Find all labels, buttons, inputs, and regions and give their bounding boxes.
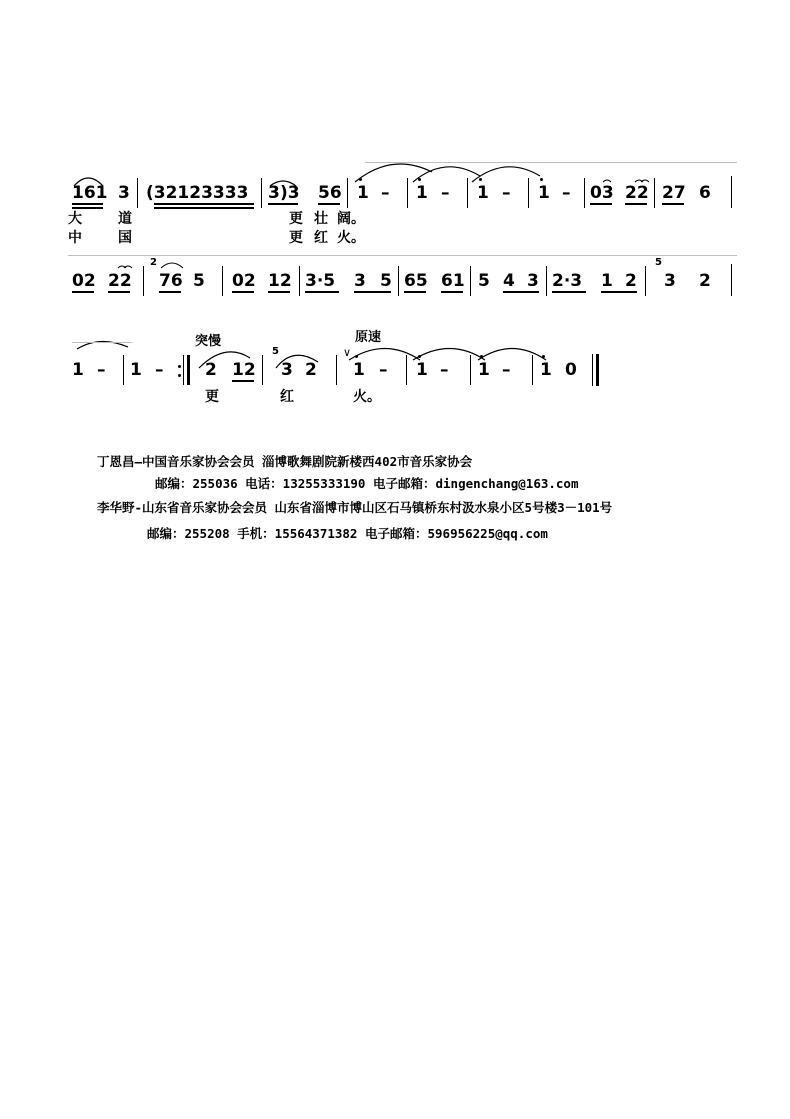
barline (261, 178, 262, 208)
barline (299, 266, 300, 296)
note: 2 (205, 360, 217, 380)
lyric: 壮 (314, 211, 328, 227)
note: 6 (699, 183, 711, 203)
tie-small (118, 266, 126, 268)
dash: – (440, 360, 449, 380)
note-group: 3·5 (305, 271, 336, 291)
lyric: 红 (280, 389, 294, 405)
grace-note: 5 (655, 257, 662, 268)
slur (161, 263, 183, 268)
dash: – (155, 360, 164, 380)
dash: – (441, 183, 450, 203)
barline (143, 266, 144, 296)
note-group: 22 (625, 183, 649, 203)
barline (262, 355, 263, 385)
note-group: 76 (159, 271, 183, 291)
dash: – (502, 183, 511, 203)
lyric: 阔。 (337, 211, 365, 227)
staff-rule (365, 162, 737, 163)
note: 4 (503, 271, 515, 291)
grace-note: 2 (150, 257, 157, 268)
note-group: 22 (108, 271, 132, 291)
note: 1 (353, 360, 365, 380)
barline (731, 264, 732, 296)
note-group: 12 (268, 271, 292, 291)
barline (407, 178, 408, 208)
note: 1 (540, 360, 552, 380)
note-group: 27 (662, 183, 686, 203)
note: 3 (527, 271, 539, 291)
tempo-marking: 原速 (355, 330, 382, 345)
barline (470, 355, 471, 385)
barline (731, 176, 732, 208)
contact-line: 邮编：255208 手机：15564371382 电子邮箱：596956225@qq.com (147, 526, 548, 541)
barline (336, 355, 337, 385)
lyric: 更 (289, 230, 303, 246)
barline (584, 178, 585, 208)
repeat-dot (178, 374, 181, 377)
note: 1 (416, 360, 428, 380)
lyric: 大 (68, 211, 82, 227)
barline (467, 178, 468, 208)
repeat-barline (183, 355, 184, 385)
slur (349, 349, 420, 361)
lyric: 道 (118, 211, 132, 227)
note: 5 (193, 271, 205, 291)
note: 3 (281, 360, 293, 380)
grace-note: 5 (272, 346, 279, 357)
lyric: 中 (68, 230, 82, 246)
note: 3 (118, 183, 130, 203)
note: 1 (477, 183, 489, 203)
barline (645, 266, 646, 296)
barline (470, 266, 471, 296)
lyric: 更 (205, 389, 219, 405)
repeat-barline (187, 355, 190, 385)
note: 0 (565, 360, 577, 380)
note: 3 (664, 271, 676, 291)
note: 5 (380, 271, 392, 291)
barline (398, 266, 399, 296)
lyric: 红 (314, 230, 328, 246)
note: 1 (416, 183, 428, 203)
dash: – (381, 183, 390, 203)
note: 2 (305, 360, 317, 380)
barline (528, 178, 529, 208)
barline (406, 355, 407, 385)
slur (413, 167, 480, 182)
tie-small (124, 266, 132, 268)
note-group: 56 (318, 183, 342, 203)
note-group: 12 (232, 360, 256, 380)
note: 3 (354, 271, 366, 291)
barline (532, 355, 533, 385)
tie-small (641, 180, 649, 182)
slur (472, 167, 540, 182)
tie-small (635, 180, 643, 182)
contact-line: 邮编：255036 电话：13255333190 电子邮箱：dingenchang@163.com (155, 476, 579, 491)
note-group: 02 (232, 271, 256, 291)
barline (123, 355, 124, 385)
note: 1 (538, 183, 550, 203)
repeat-dot (178, 365, 181, 368)
staff-rule (68, 255, 737, 256)
dash: – (97, 360, 106, 380)
lyric: 更 (289, 211, 303, 227)
tie-small (603, 180, 611, 182)
tempo-marking: 突慢 (195, 334, 222, 349)
note: 1 (357, 183, 369, 203)
note: 1 (130, 360, 142, 380)
staff-rule (72, 342, 132, 343)
dash: – (379, 360, 388, 380)
note: 1 (72, 360, 84, 380)
note-group: 03 (590, 183, 614, 203)
lyric: 火。 (353, 389, 381, 405)
contact-line: 丁恩昌—中国音乐家协会会员 淄博歌舞剧院新楼西402市音乐家协会 (97, 454, 473, 469)
note: 5 (478, 271, 490, 291)
final-barline (592, 354, 593, 386)
slur (413, 349, 485, 361)
note-group: 161 (72, 183, 108, 203)
dash: – (502, 360, 511, 380)
dash: – (562, 183, 571, 203)
breath-mark: ∨ (343, 346, 352, 359)
note-group: 2·3 (552, 271, 583, 291)
note-group: (32123333 (146, 183, 249, 203)
lyric: 国 (118, 230, 132, 246)
note-group: 65 (404, 271, 428, 291)
lyric: 火。 (337, 230, 365, 246)
barline (137, 178, 138, 208)
note: 2 (625, 271, 637, 291)
note-group: 02 (72, 271, 96, 291)
barline (222, 266, 223, 296)
barline (546, 266, 547, 296)
note: 1 (601, 271, 613, 291)
barline (654, 178, 655, 208)
contact-line: 李华野-山东省音乐家协会会员 山东省淄博市博山区石马镇桥东村汲水泉小区5号楼3－101号 (97, 500, 613, 515)
slur (478, 349, 546, 361)
note: 1 (478, 360, 490, 380)
note: 3 (268, 183, 280, 203)
note: 2 (699, 271, 711, 291)
note-group: 61 (441, 271, 465, 291)
final-barline (596, 354, 599, 386)
barline (347, 178, 348, 208)
note: )3 (280, 183, 300, 203)
